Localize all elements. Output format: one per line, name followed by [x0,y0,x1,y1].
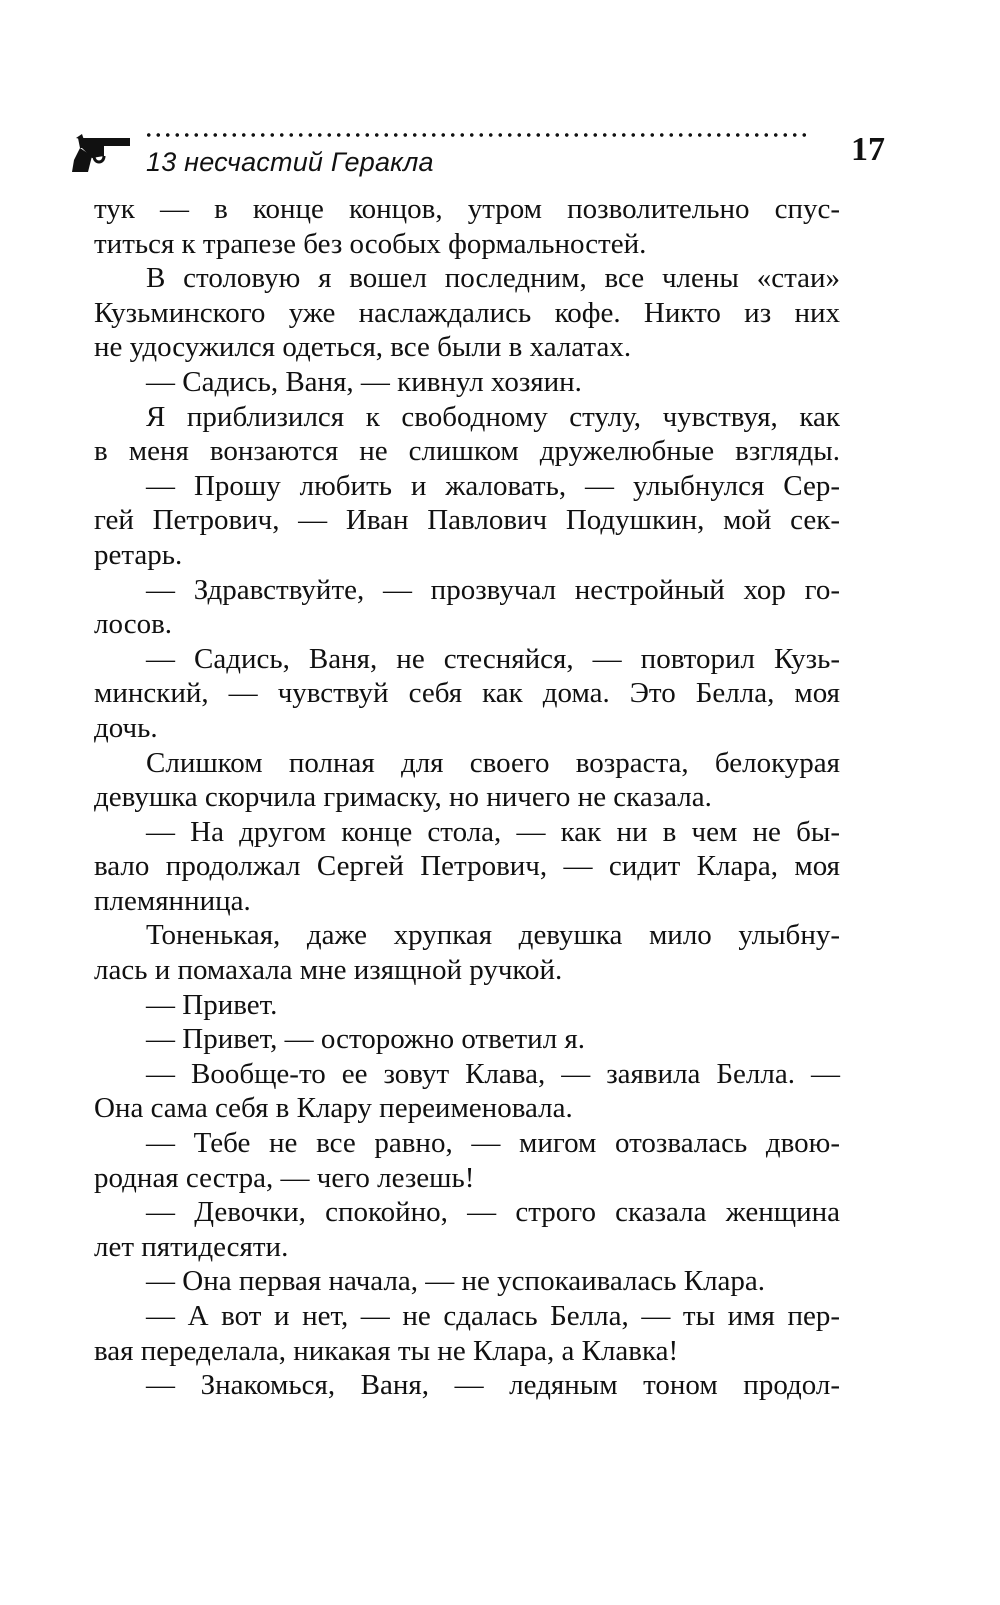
text-line: — Знакомься, Ваня, — ледяным тоном продол- [146,1369,840,1402]
body-text [94,192,840,1403]
text-line: ретарь. [94,538,183,571]
text-line: племянница. [94,884,251,917]
text-line: титься к трапезе без особых формальностей. [94,227,647,260]
text-line: Я приблизился к свободному стулу, чувствуя, как [146,400,840,433]
text-line: минский, — чувствуй себя как дома. Это Белла, моя [94,677,840,710]
text-line: гей Петрович, — Иван Павлович Подушкин, мой сек- [94,504,840,537]
text-line: не удосужился одеться, все были в халатах. [94,331,632,364]
text-line: — На другом конце стола, — как ни в чем не бы- [146,815,840,848]
text-line: тук — в конце концов, утром позволительно спус- [94,193,840,225]
text-line: Слишком полная для своего возраста, белокурая [146,746,840,779]
text-line: — Садись, Ваня, — кивнул хозяин. [146,365,582,398]
text-line: — Вообще-то ее зовут Клава, — заявила Белла. — [146,1057,840,1090]
text-line: — Прошу любить и жаловать, — улыбнулся Сер- [146,469,840,502]
text-line: — Тебе не все равно, — мигом отозвалась двою- [146,1127,840,1160]
dotted-rule [144,130,812,140]
text-line: — Привет, — осторожно ответил я. [146,1023,586,1056]
text-line: Кузьминского уже наслаждались кофе. Никто из них [94,296,840,329]
text-line: — Она первая начала, — не успокаивалась Клара. [146,1265,766,1298]
text-line: — Садись, Ваня, не стесняйся, — повторил Кузь- [146,642,840,675]
text-line: — Привет. [146,988,278,1021]
text-line: — А вот и нет, — не сдалась Белла, — ты имя пер- [146,1300,840,1332]
text-line: — Здравствуйте, — прозвучал нестройный хор го- [146,573,840,606]
text-line: в меня вонзаются не слишком дружелюбные взгляды. [94,435,840,468]
text-line: вая переделала, никакая ты не Клара, а Клавка! [94,1334,679,1367]
text-line: Она сама себя в Клару переименовала. [94,1092,573,1125]
text-line: лась и помахала мне изящной ручкой. [94,954,563,987]
text-line: родная сестра, — чего лезешь! [94,1161,475,1194]
text-line: Тоненькая, даже хрупкая девушка мило улыбну- [146,919,840,952]
text-line: вало продолжал Сергей Петрович, — сидит Клара, моя [94,850,840,883]
book-title: 13 несчастий Геракла [146,147,434,177]
text-line: В столовую я вошел последним, все члены «стаи» [146,262,840,295]
page-number: 17 [851,131,885,168]
text-line: дочь. [94,711,158,744]
text-line: лет пятидесяти. [94,1230,289,1263]
running-header [70,128,885,184]
text-line: девушка скорчила гримаску, но ничего не сказала. [94,781,712,814]
text-line: лосов. [94,608,173,641]
text-line: — Девочки, спокойно, — строго сказала женщина [146,1196,840,1229]
revolver-icon [70,134,134,174]
